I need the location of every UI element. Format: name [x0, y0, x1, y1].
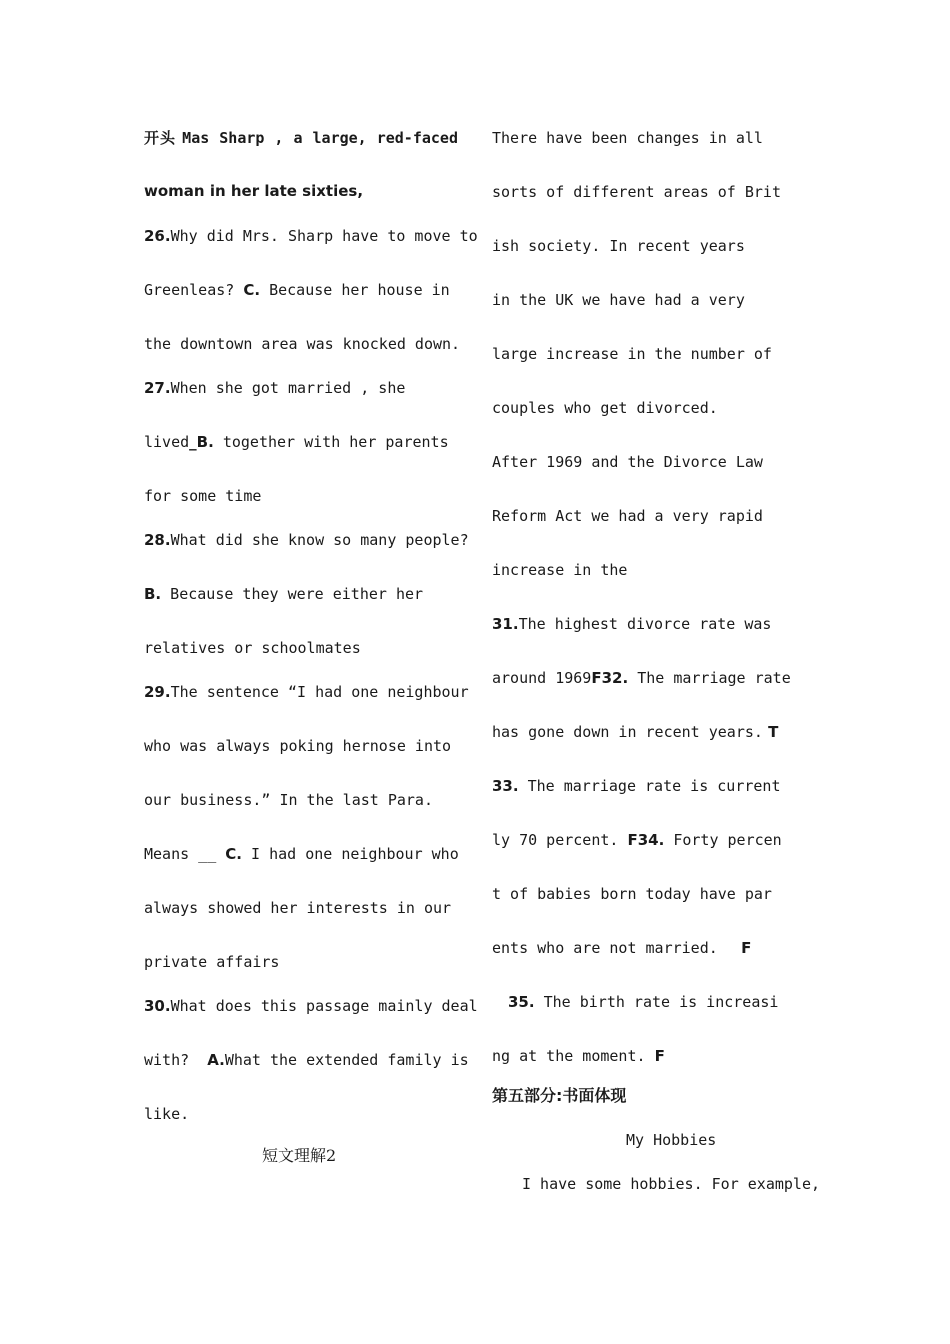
- question-26: 26.Why did Mrs. Sharp have to move to: [144, 227, 478, 245]
- text-line: lived_B. together with her parents: [144, 433, 449, 451]
- text-line: woman in her late sixties,: [144, 182, 364, 200]
- text-line: 开头 Mas Sharp , a large, red-faced: [144, 129, 458, 147]
- text-line: in the UK we have had a very: [492, 291, 745, 309]
- text-line: the downtown area was knocked down.: [144, 335, 461, 353]
- text-line: After 1969 and the Divorce Law: [492, 453, 763, 471]
- text-line: ish society. In recent years: [492, 237, 745, 255]
- text-line: couples who get divorced.: [492, 399, 718, 417]
- question-27: 27.When she got married , she: [144, 379, 406, 397]
- section-title: 短文理解2: [262, 1146, 337, 1165]
- question-29: 29.The sentence “I had one neighbour: [144, 683, 469, 701]
- text-line: with? A.What the extended family is: [144, 1051, 469, 1069]
- text-line: t of babies born today have par: [492, 885, 772, 903]
- text-line: has gone down in recent years. T: [492, 723, 779, 741]
- text-line: for some time: [144, 487, 262, 505]
- part-heading: 第五部分:书面体现: [492, 1086, 627, 1105]
- question-35: 35. The birth rate is increasi: [508, 993, 779, 1011]
- essay-first-line: I have some hobbies. For example,: [522, 1175, 821, 1193]
- text-line: who was always poking hernose into: [144, 737, 452, 755]
- text-line: relatives or schoolmates: [144, 639, 361, 657]
- text-line: ng at the moment. F: [492, 1047, 665, 1065]
- text-line: Means __ C. I had one neighbour who: [144, 845, 459, 863]
- text-line: B. Because they were either her: [144, 585, 424, 603]
- text-line: increase in the: [492, 561, 628, 579]
- text-line: always showed her interests in our: [144, 899, 452, 917]
- question-31: 31.The highest divorce rate was: [492, 615, 772, 633]
- essay-title: My Hobbies: [626, 1131, 717, 1149]
- text-line: There have been changes in all: [492, 129, 763, 147]
- text-line: Greenleas? C. Because her house in: [144, 281, 450, 299]
- text-line: large increase in the number of: [492, 345, 772, 363]
- text-line: private affairs: [144, 953, 280, 971]
- question-30: 30.What does this passage mainly deal: [144, 997, 478, 1015]
- question-28: 28.What did she know so many people?: [144, 531, 469, 549]
- text-line: our business.” In the last Para.: [144, 791, 433, 809]
- text-line: Reform Act we had a very rapid: [492, 507, 763, 525]
- question-34: ly 70 percent. F34. Forty percen: [492, 831, 782, 849]
- text-line: ents who are not married. F: [492, 939, 752, 957]
- text-line: sorts of different areas of Brit: [492, 183, 781, 201]
- text-line: like.: [144, 1105, 190, 1123]
- question-33: 33. The marriage rate is current: [492, 777, 781, 795]
- question-32: around 1969F32. The marriage rate: [492, 669, 791, 687]
